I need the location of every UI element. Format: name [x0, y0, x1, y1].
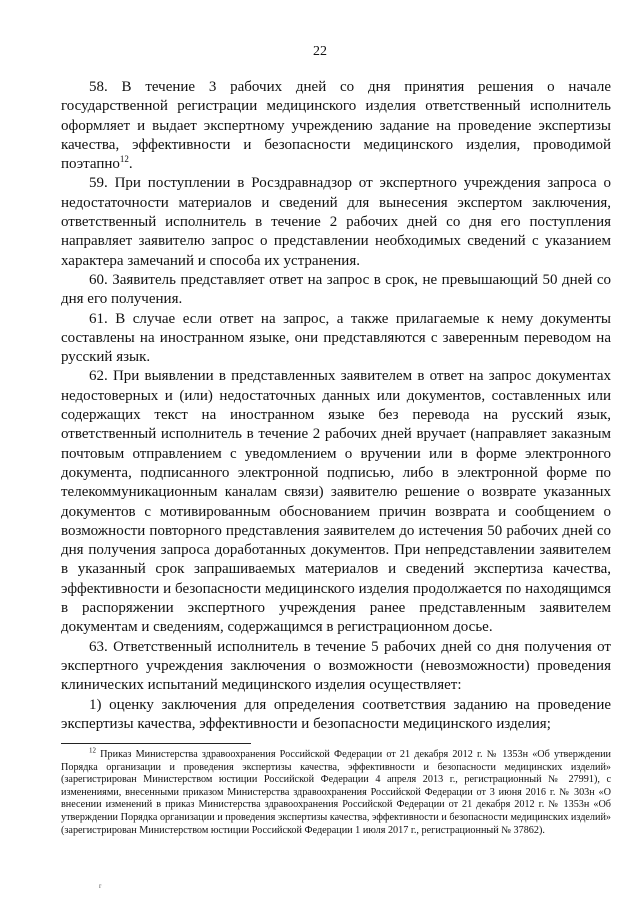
paragraph-62: 62. При выявлении в представленных заявителем в ответ на запрос документах недостоверных и (или) недостаточных данных или документов, составленных или содержащих текст на иностранном языке без перевода на русский язык, ответственный исполнитель в течение 2 рабочих дней вручает (направляет заказным почтовым отправлением с уведомлением о вручении или в форме электронного документа, подписанного электронной подписью, либо в электронной форме по телекоммуникационным каналам связи) заявителю решение о возврате указанных документов с мотивированным обоснованием причин возврата и сообщением о возможности повторного представления заявителем до истечения 50 рабочих дней со дня получения запроса доработанных документов. При непредставлении заявителем в указанный срок запрашиваемых материалов и сведений экспертиза качества, эффективности и безопасности медицинского изделия продолжается по находящимся в распоряжении экспертного учреждения ранее представленным заявителем документам и сведениям, содержащимся в регистрационном досье. [61, 368, 611, 636]
body-text [61, 78, 611, 734]
paragraph-59: 59. При поступлении в Росздравнадзор от экспертного учреждения запроса о недостаточности материалов и сведений для вынесения экспертом заключения, ответственный исполнитель в течение 2 рабочих дней со дня его поступления направляет заявителю запрос о представлении необходимых сведений с указанием характера замечаний и способа их устранения. [61, 175, 611, 269]
paragraph-63-item-1: 1) оценку заключения для определения соответствия заданию на проведение экспертизы качества, эффективности и безопасности медицинского изделия; [61, 696, 611, 732]
paragraph-58 [61, 78, 611, 174]
paragraph-61: 61. В случае если ответ на запрос, а также прилагаемые к нему документы составлены на иностранном языке, они представляются с заверенным переводом на русский язык. [61, 310, 611, 366]
paragraph-58-end: . [128, 156, 133, 173]
paragraph-63: 63. Ответственный исполнитель в течение 5 рабочих дней со дня получения от экспертного учреждения заключения о возможности (невозможности) проведения клинических испытаний медицинского изделия осуществляет: [61, 638, 611, 694]
footnote-marker: 12 [89, 746, 96, 755]
paragraph-58-text: 58. В течение 3 рабочих дней со дня принятия решения о начале государственной регистрации медицинского изделия ответственный исполнитель оформляет и выдает экспертному учреждению задание на проведение экспертизы качества, эффективности и безопасности медицинского изделия, проводимой поэтапно [61, 79, 611, 173]
footnote-text: Приказ Министерства здравоохранения Российской Федерации от 21 декабря 2012 г. № 1353н «Об утверждении Порядка организации и проведения экспертизы качества, эффективности и безопасности медицинских изделий» (зарегистрирован Министерством юстиции Российской Федерации 4 апреля 2013 г., регистрационный № 27991), с изменениями, внесенными приказом Министерства здравоохранения Российской Федерации от 3 июня 2016 г. № 303н «О внесении изменений в приказ Министерства здравоохранения Российской Федерации от 21 декабря 2012 г. № 1353н «Об утверждении Порядка организации и проведения экспертизы качества, эффективности и безопасности медицинских изделий» (зарегистрирован Министерством юстиции Российской Федерации 1 июля 2017 г., регистрационный № 37862). [61, 749, 612, 836]
bottom-mark: r [99, 882, 102, 890]
footnote [61, 746, 612, 837]
footnote-ref: 12 [119, 154, 129, 165]
footnote-divider [61, 743, 251, 744]
paragraph-60: 60. Заявитель представляет ответ на запрос в срок, не превышающий 50 дней со дня его получения. [61, 271, 611, 308]
page-number: 22 [313, 44, 327, 59]
